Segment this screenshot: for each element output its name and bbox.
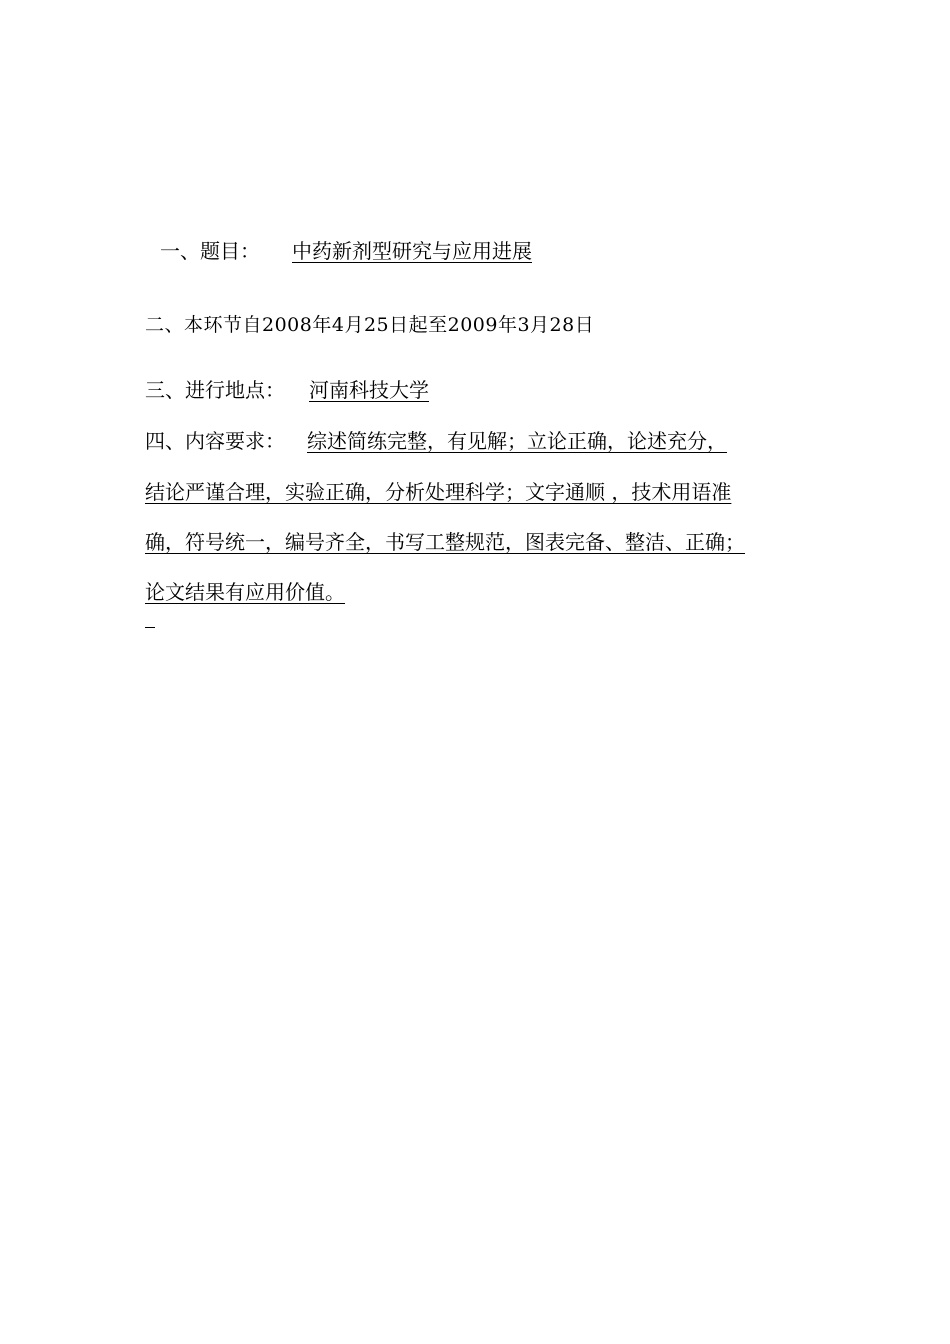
requirements-line-4: [145, 578, 367, 606]
topic-line: [160, 237, 532, 265]
requirements-text-4-content: 论文结果有应用价值。: [145, 580, 345, 604]
requirements-text-1: [285, 429, 733, 453]
requirements-line-1: [145, 427, 733, 455]
location-value: [285, 378, 429, 402]
location-value-text: 河南科技大学: [309, 378, 429, 402]
topic-value-text: 中药新剂型研究与应用进展: [292, 239, 532, 263]
topic-label: 一、题目：: [160, 239, 260, 263]
location-line: [145, 376, 429, 404]
trailing-underline-mark: [145, 626, 155, 628]
topic-value: [260, 239, 532, 263]
requirements-label: 四、内容要求：: [145, 429, 285, 453]
requirements-text-1-content: 综述简练完整，有见解；立论正确，论述充分，: [307, 429, 727, 453]
requirements-line-3: 确，符号统一，编号齐全，书写工整规范，图表完备、整洁、正确；: [145, 530, 745, 554]
location-label: 三、进行地点：: [145, 378, 285, 402]
period-line: 二、本环节自2008年4月25日起至2009年3月28日: [145, 314, 595, 336]
requirements-line-2: 结论严谨合理，实验正确，分析处理科学；文字通顺 ，技术用语准: [145, 480, 732, 504]
requirements-text-4: [145, 580, 367, 604]
